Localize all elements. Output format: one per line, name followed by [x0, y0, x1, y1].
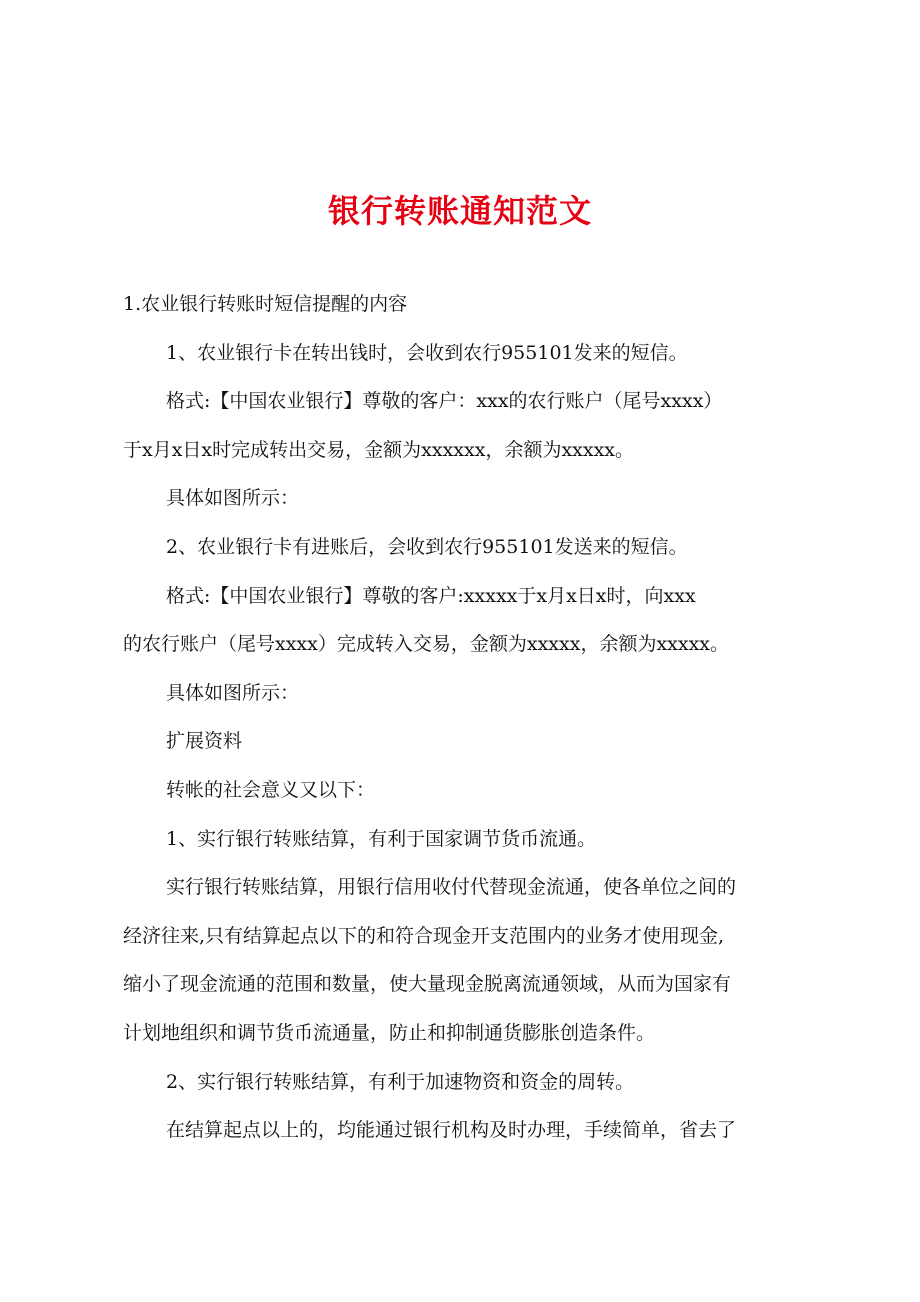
text-line: 2、实行银行转账结算，有利于加速物资和资金的周转。	[166, 1070, 635, 1093]
text-line: 实行银行转账结算，用银行信用收付代替现金流通，使各单位之间的	[166, 876, 737, 899]
text-line: 1.农业银行转账时短信提醒的内容	[123, 293, 408, 315]
text-line: 1、实行银行转账结算，有利于国家调节货币流通。	[166, 827, 597, 850]
text-line: 在结算起点以上的，均能通过银行机构及时办理，手续简单，省去了	[166, 1119, 737, 1142]
text-line: 缩小了现金流通的范围和数量，使大量现金脱离流通领域，从而为国家有	[123, 973, 732, 996]
text-line: 计划地组织和调节货币流通量，防止和抑制通货膨胀创造条件。	[123, 1021, 656, 1044]
text-line: 扩展资料	[166, 730, 243, 753]
text-line: 1、农业银行卡在转出钱时，会收到农行955101发来的短信。	[166, 341, 688, 364]
document-title: 银行转账通知范文	[327, 192, 592, 230]
text-line: 2、农业银行卡有进账后，会收到农行955101发送来的短信。	[166, 535, 688, 558]
text-line: 具体如图所示：	[166, 487, 300, 510]
text-line: 的农行账户（尾号xxxx）完成转入交易，金额为xxxxx，余额为xxxxx。	[123, 633, 730, 656]
text-line: 于x月x日x时完成转出交易，金额为xxxxxx，余额为xxxxx。	[123, 438, 635, 461]
text-line: 转帐的社会意义又以下：	[166, 778, 376, 801]
text-line: 格式:【中国农业银行】尊敬的客户:xxxxx于x月x日x时，向xxx	[166, 584, 696, 607]
text-line: 经济往来,只有结算起点以下的和符合现金开支范围内的业务才使用现金,	[123, 924, 725, 947]
document-body	[123, 280, 823, 1155]
text-line: 格式:【中国农业银行】尊敬的客户：xxx的农行账户（尾号xxxx）	[166, 390, 723, 413]
text-line: 具体如图所示：	[166, 681, 300, 704]
